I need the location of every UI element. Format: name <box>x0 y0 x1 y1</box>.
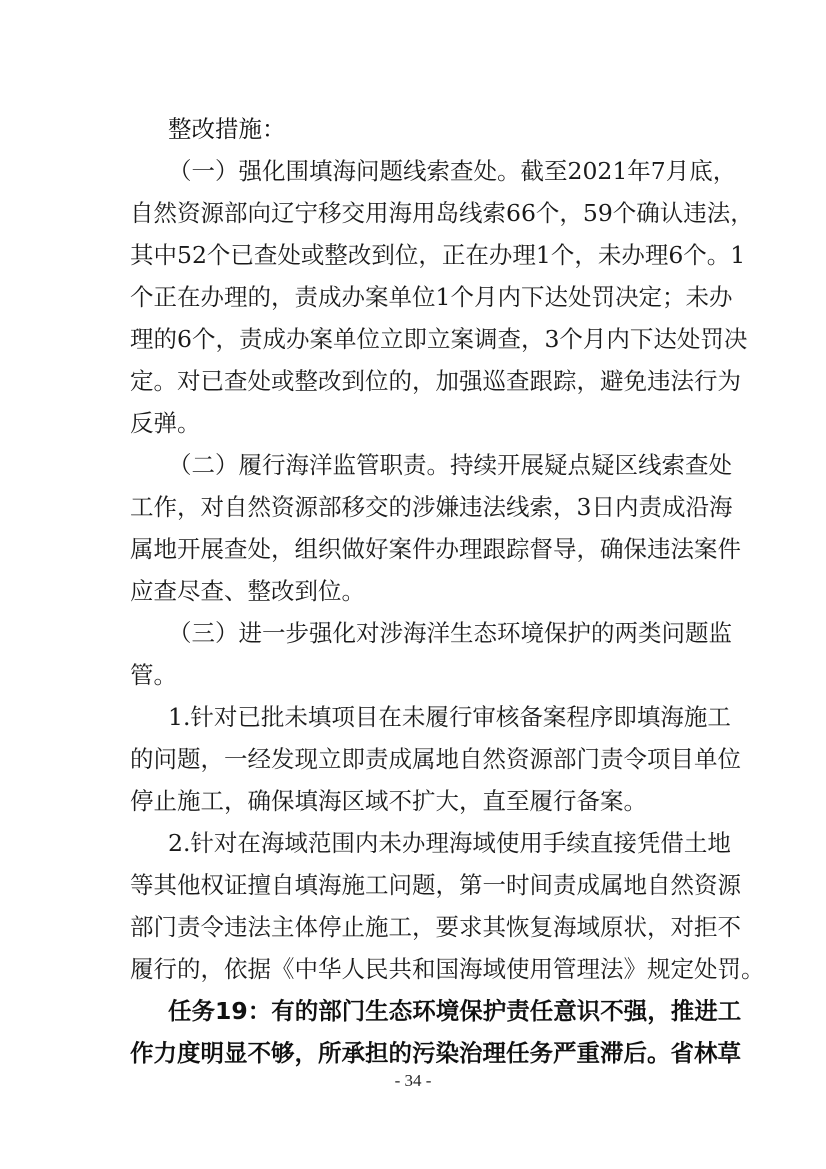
section-heading: 整改措施： <box>168 115 286 143</box>
page-number: - 34 - <box>394 1071 432 1090</box>
paragraph-line: 1.针对已批未填项目在未履行审核备案程序即填海施工 <box>168 703 731 731</box>
paragraph-line: 工作，对自然资源部移交的涉嫌违法线索，3日内责成沿海 <box>130 493 733 521</box>
paragraph-line: 等其他权证擅自填海施工问题，第一时间责成属地自然资源 <box>130 871 741 899</box>
paragraph-line: 部门责令违法主体停止施工，要求其恢复海域原状，对拒不 <box>130 913 741 941</box>
paragraph-line: （二）履行海洋监管职责。持续开展疑点疑区线索查处 <box>168 451 732 479</box>
task-line: 作力度明显不够，所承担的污染治理任务严重滞后。省林草 <box>130 1039 741 1067</box>
paragraph-line: （三）进一步强化对涉海洋生态环境保护的两类问题监 <box>168 619 732 647</box>
paragraph-line: 反弹。 <box>130 409 201 437</box>
paragraph-line: 其中52个已查处或整改到位，正在办理1个，未办理6个。1 <box>130 241 746 269</box>
paragraph-line: 定。对已查处或整改到位的，加强巡查跟踪，避免违法行为 <box>130 367 741 395</box>
paragraph-line: 停止施工，确保填海区域不扩大，直至履行备案。 <box>130 787 647 815</box>
task-line: 任务19：有的部门生态环境保护责任意识不强，推进工 <box>168 997 742 1025</box>
paragraph-line: 管。 <box>130 661 177 689</box>
paragraph-line: 属地开展查处，组织做好案件办理跟踪督导，确保违法案件 <box>130 535 741 563</box>
paragraph-line: 个正在办理的，责成办案单位1个月内下达处罚决定；未办 <box>130 283 733 311</box>
paragraph-line: （一）强化围填海问题线索查处。截至2021年7月底， <box>168 157 737 185</box>
paragraph-line: 理的6个，责成办案单位立即立案调查，3个月内下达处罚决 <box>130 325 748 353</box>
paragraph-line: 的问题，一经发现立即责成属地自然资源部门责令项目单位 <box>130 745 741 773</box>
paragraph-line: 应查尽查、整改到位。 <box>130 577 365 605</box>
paragraph-line: 自然资源部向辽宁移交用海用岛线索66个，59个确认违法， <box>130 199 754 227</box>
paragraph-line: 2.针对在海域范围内未办理海域使用手续直接凭借土地 <box>168 829 731 857</box>
paragraph-line: 履行的，依据《中华人民共和国海域使用管理法》规定处罚。 <box>130 955 765 983</box>
